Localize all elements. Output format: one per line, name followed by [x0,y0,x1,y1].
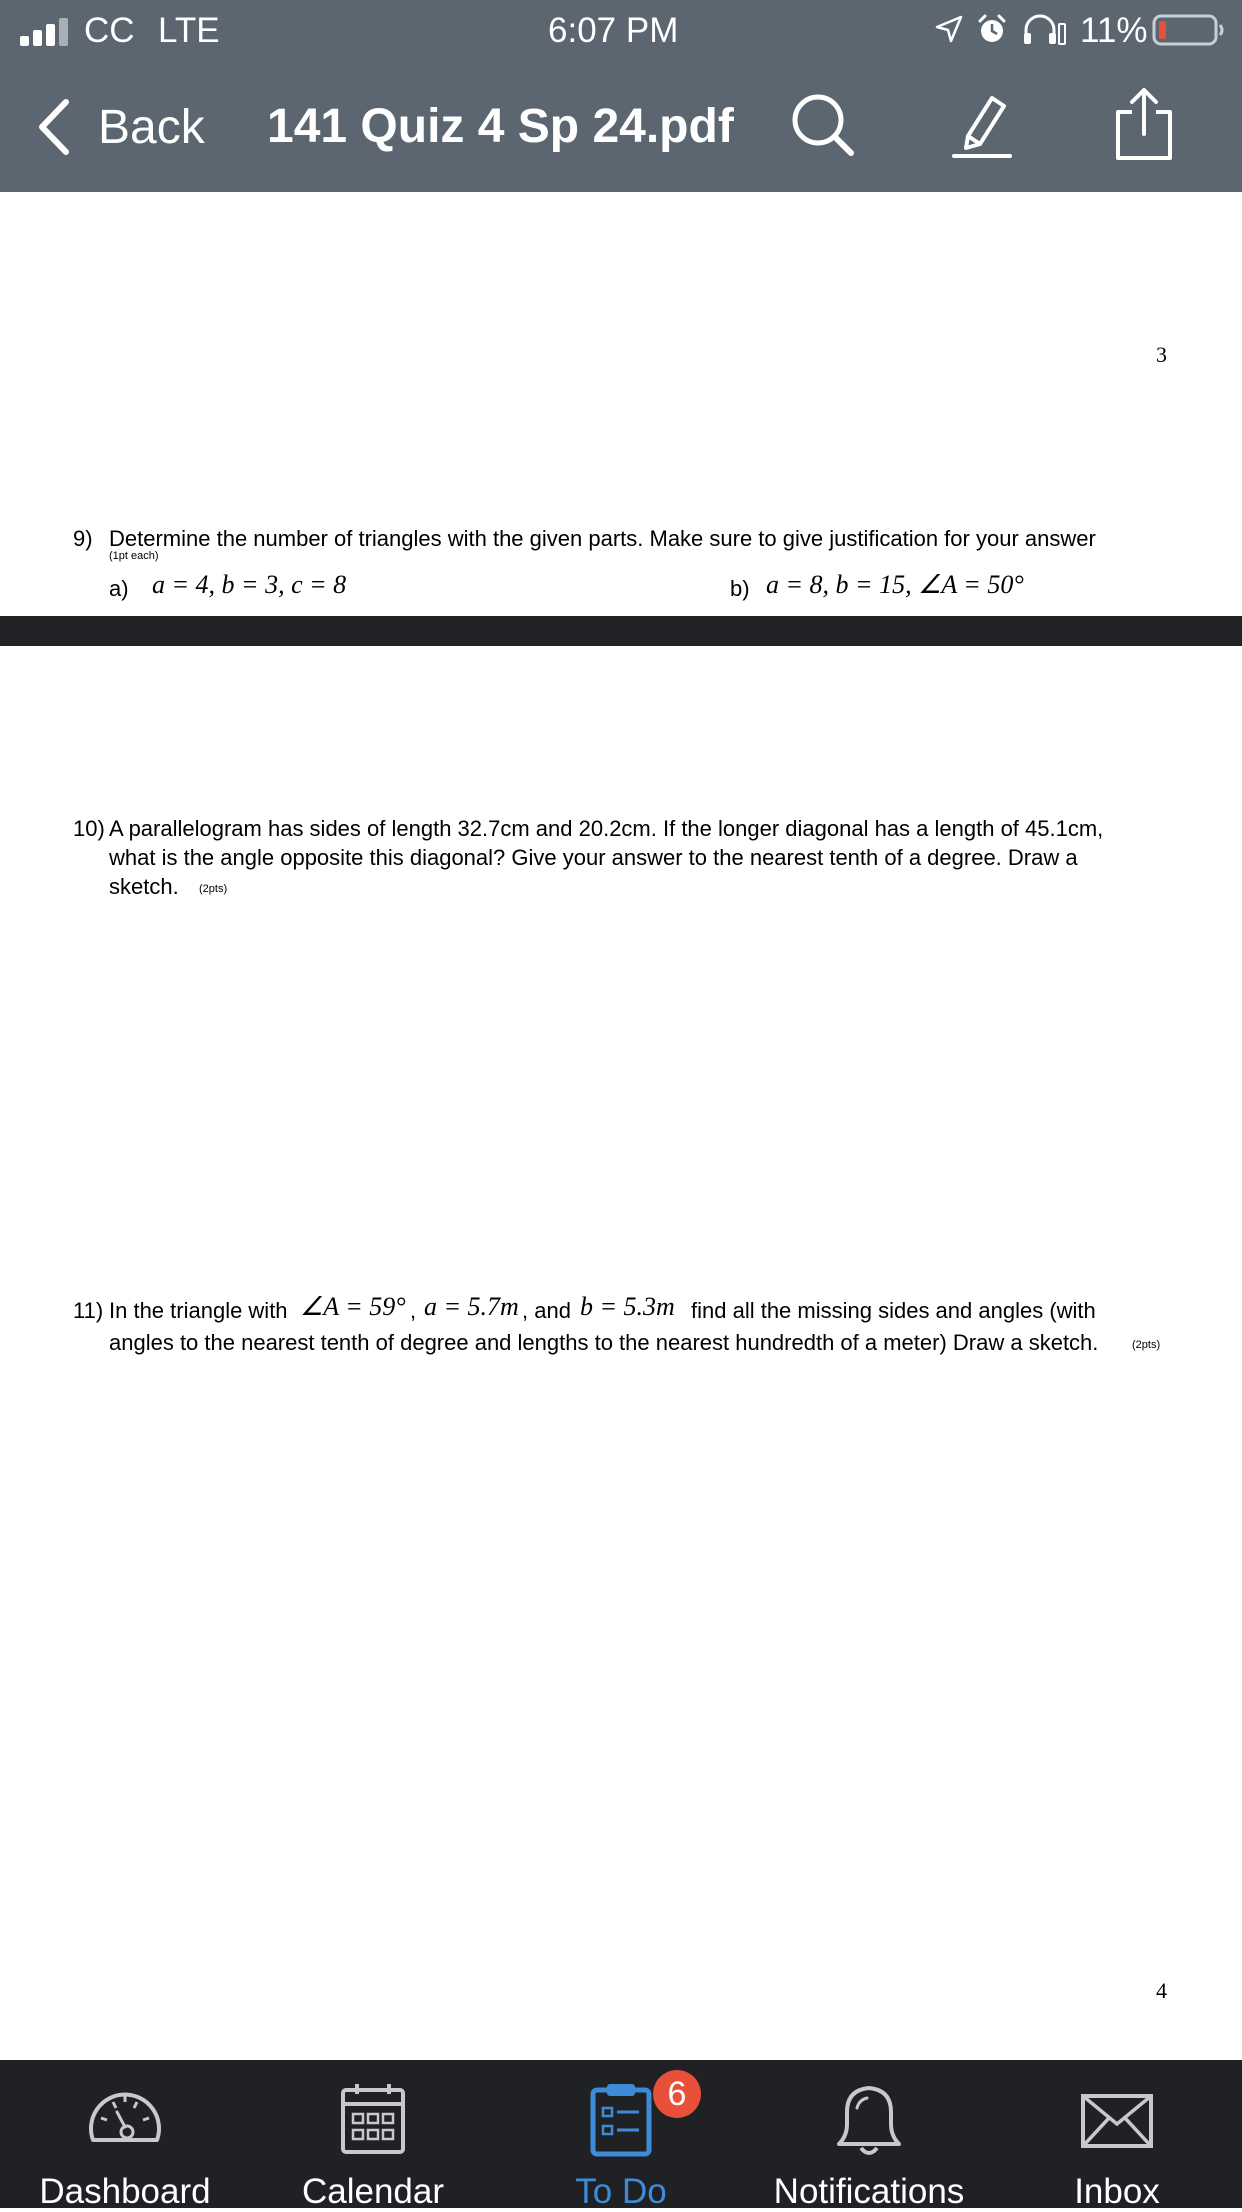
bell-icon [827,2078,911,2162]
tab-to-do-label: To Do [575,2172,667,2211]
tab-calendar[interactable] [250,2060,496,2211]
battery-icon [1152,14,1226,46]
carrier-label: CC [84,11,135,50]
headphones-icon [1022,14,1066,46]
pdf-viewer[interactable] [0,192,1242,2060]
q9-part-a-expression: a = 4, b = 3, c = 8 [152,570,347,599]
nav-bar [0,62,1242,192]
tab-calendar-label: Calendar [301,2172,445,2211]
q9-part-a-label: a) [109,576,129,601]
signal-strength-icon [20,16,72,46]
page-divider [0,616,1242,646]
q11-b-expression: b = 5.3m [580,1292,675,1321]
q11-angle-expression: ∠A = 59° [300,1292,406,1321]
network-label: LTE [158,11,220,50]
q10-line-2: what is the angle opposite this diagonal? Give your answer to the nearest tenth of a degree. Draw a [109,845,1078,870]
tab-inbox[interactable] [992,2060,1242,2211]
q11-comma: , [410,1298,417,1323]
tab-bar [0,2060,1242,2211]
q11-number: 11) [73,1298,104,1323]
q10-number: 10) [73,816,105,841]
location-icon [934,14,964,44]
q9-text: Determine the number of triangles with the given parts. Make sure to give justification for your answer [109,526,1096,551]
q10-line-1: A parallelogram has sides of length 32.7cm and 20.2cm. If the longer diagonal has a length of 45.1cm, [109,816,1104,841]
tab-notifications-label: Notifications [773,2172,965,2211]
annotate-pen-icon[interactable] [952,90,1012,160]
battery-percentage: 11% [1080,11,1148,50]
back-button[interactable] [36,92,226,162]
q10-line-3: sketch. [109,874,179,899]
todo-clipboard-icon [579,2078,663,2162]
share-icon[interactable] [1112,86,1176,162]
chevron-left-icon [36,98,72,156]
q9-part-b-label: b) [730,576,750,601]
tab-dashboard-label: Dashboard [39,2172,211,2211]
q10-points: (2pts) [199,883,228,895]
q9-number: 9) [73,526,93,551]
q9-points: (1pt each) [109,550,159,562]
q11-points: (2pts) [1132,1339,1161,1351]
q11-line-2: angles to the nearest tenth of degree and lengths to the nearest hundredth of a meter) Draw a sketch. [109,1330,1099,1355]
q11-and: , and [522,1298,571,1323]
page-number-top: 3 [1156,342,1167,367]
tab-dashboard[interactable] [0,2060,250,2211]
envelope-icon [1075,2078,1159,2162]
todo-badge: 6 [653,2070,701,2118]
q11-a-expression: a = 5.7m [424,1292,519,1321]
tab-inbox-label: Inbox [1074,2172,1160,2211]
document-title: 141 Quiz 4 Sp 24.pdf [267,100,734,153]
search-icon[interactable] [790,92,856,158]
tab-notifications[interactable] [746,2060,992,2211]
status-bar [0,0,1242,62]
q9-part-b-expression: a = 8, b = 15, ∠A = 50° [766,570,1024,599]
alarm-icon [976,13,1008,47]
calendar-icon [331,2078,415,2162]
q11-text-end: find all the missing sides and angles (with [691,1298,1096,1323]
tab-to-do[interactable] [496,2060,746,2211]
back-label: Back [98,101,205,154]
q11-text-start: In the triangle with [109,1298,288,1323]
clock: 6:07 PM [548,11,679,50]
dashboard-gauge-icon [83,2078,167,2162]
page-number-bottom: 4 [1156,1978,1167,2003]
